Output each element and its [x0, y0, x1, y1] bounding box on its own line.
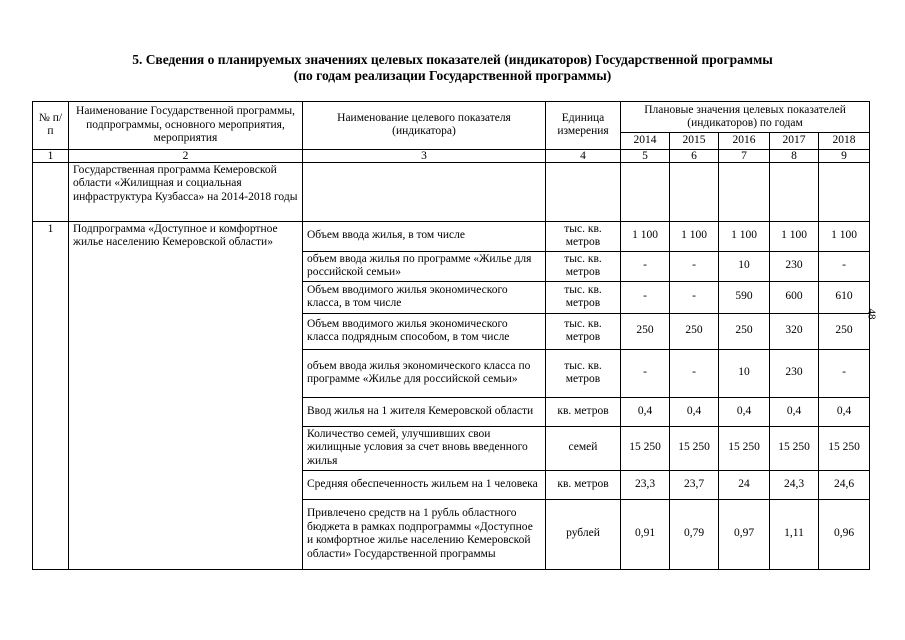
- indicator-value: 0,4: [719, 397, 770, 426]
- indicator-value: 0,4: [770, 397, 819, 426]
- indicator-value: 1 100: [621, 221, 670, 251]
- column-number: 3: [303, 149, 546, 162]
- indicator-unit: тыс. кв. метров: [546, 281, 621, 313]
- indicator-value: 250: [670, 313, 719, 349]
- indicator-row: [33, 221, 870, 251]
- indicator-value: -: [670, 251, 719, 281]
- indicator-value: 0,79: [670, 499, 719, 569]
- indicator-value: 230: [770, 349, 819, 397]
- program-row: [33, 162, 870, 221]
- indicator-value: 0,96: [819, 499, 870, 569]
- indicator-value: -: [670, 281, 719, 313]
- indicator-value: -: [819, 349, 870, 397]
- column-number: 4: [546, 149, 621, 162]
- header-year: 2015: [670, 133, 719, 150]
- program-name: Государственная программа Кемеровской области «Жилищная и социальная инфраструктура Кузбасса» на 2014-2018 годы: [69, 162, 303, 221]
- indicator-value: 10: [719, 349, 770, 397]
- indicator-name: Привлечено средств на 1 рубль областного бюджета в рамках подпрограммы «Доступное и комфортное жилье населению Кемеровской области» Государственной программы: [303, 499, 546, 569]
- indicator-name: Объем ввода жилья, в том числе: [303, 221, 546, 251]
- indicator-unit: тыс. кв. метров: [546, 313, 621, 349]
- indicator-name: объем ввода жилья по программе «Жилье для российской семьи»: [303, 251, 546, 281]
- indicator-value: 23,7: [670, 470, 719, 499]
- column-number: 5: [621, 149, 670, 162]
- header-row-1: [33, 102, 870, 133]
- title-line-2: (по годам реализации Государственной программы): [293, 68, 612, 83]
- indicator-value: 1,11: [770, 499, 819, 569]
- indicator-name: Ввод жилья на 1 жителя Кемеровской области: [303, 397, 546, 426]
- title-line-1: 5. Сведения о планируемых значениях целевых показателей (индикаторов) Государственной программы: [132, 52, 773, 67]
- indicator-value: 600: [770, 281, 819, 313]
- column-number: 2: [69, 149, 303, 162]
- indicator-value: 24: [719, 470, 770, 499]
- indicator-unit: рублей: [546, 499, 621, 569]
- indicator-value: 590: [719, 281, 770, 313]
- page-number: 48: [865, 308, 878, 320]
- indicator-name: Количество семей, улучшивших свои жилищные условия за счет вновь введенного жилья: [303, 426, 546, 470]
- indicator-value: 1 100: [719, 221, 770, 251]
- indicator-unit: кв. метров: [546, 470, 621, 499]
- subprogram-number: 1: [33, 221, 69, 569]
- indicator-name: Объем вводимого жилья экономического класса, в том числе: [303, 281, 546, 313]
- indicator-value: 24,6: [819, 470, 870, 499]
- indicator-value: 610: [819, 281, 870, 313]
- indicator-unit: тыс. кв. метров: [546, 221, 621, 251]
- indicator-value: 0,4: [621, 397, 670, 426]
- column-number-row: [33, 149, 870, 162]
- subprogram-name: Подпрограмма «Доступное и комфортное жилье населению Кемеровской области»: [69, 221, 303, 569]
- column-number: 9: [819, 149, 870, 162]
- column-number: 1: [33, 149, 69, 162]
- indicator-value: 10: [719, 251, 770, 281]
- indicator-name: объем ввода жилья экономического класса по программе «Жилье для российской семьи»: [303, 349, 546, 397]
- indicator-value: 1 100: [819, 221, 870, 251]
- header-num: № п/п: [33, 102, 69, 150]
- column-number: 6: [670, 149, 719, 162]
- indicator-value: 15 250: [670, 426, 719, 470]
- indicator-name: Средняя обеспеченность жильем на 1 человека: [303, 470, 546, 499]
- indicator-value: -: [621, 251, 670, 281]
- header-unit: Единица измерения: [546, 102, 621, 150]
- indicator-value: -: [670, 349, 719, 397]
- indicator-value: 23,3: [621, 470, 670, 499]
- indicator-name: Объем вводимого жилья экономического класса подрядным способом, в том числе: [303, 313, 546, 349]
- indicators-table: [32, 101, 870, 570]
- indicator-value: 24,3: [770, 470, 819, 499]
- indicator-value: 0,91: [621, 499, 670, 569]
- header-year: 2018: [819, 133, 870, 150]
- indicator-unit: тыс. кв. метров: [546, 251, 621, 281]
- indicator-value: 0,4: [670, 397, 719, 426]
- indicator-value: 230: [770, 251, 819, 281]
- indicator-value: -: [621, 281, 670, 313]
- header-name: Наименование Государственной программы, подпрограммы, основного мероприятия, мероприятия: [69, 102, 303, 150]
- column-number: 7: [719, 149, 770, 162]
- column-number: 8: [770, 149, 819, 162]
- indicator-value: 250: [719, 313, 770, 349]
- indicator-value: 250: [819, 313, 870, 349]
- document-title: [0, 52, 905, 84]
- indicator-unit: тыс. кв. метров: [546, 349, 621, 397]
- indicator-unit: кв. метров: [546, 397, 621, 426]
- indicator-value: 15 250: [621, 426, 670, 470]
- header-planned: Плановые значения целевых показателей (индикаторов) по годам: [621, 102, 870, 133]
- indicator-value: 1 100: [770, 221, 819, 251]
- header-indicator: Наименование целевого показателя (индикатора): [303, 102, 546, 150]
- header-year: 2017: [770, 133, 819, 150]
- indicator-value: 15 250: [770, 426, 819, 470]
- indicator-value: 15 250: [719, 426, 770, 470]
- indicator-value: 1 100: [670, 221, 719, 251]
- indicator-value: 250: [621, 313, 670, 349]
- indicator-unit: семей: [546, 426, 621, 470]
- indicator-value: 0,4: [819, 397, 870, 426]
- indicator-value: -: [819, 251, 870, 281]
- indicator-value: 0,97: [719, 499, 770, 569]
- indicator-value: 15 250: [819, 426, 870, 470]
- header-year: 2014: [621, 133, 670, 150]
- indicator-value: 320: [770, 313, 819, 349]
- header-year: 2016: [719, 133, 770, 150]
- indicator-value: -: [621, 349, 670, 397]
